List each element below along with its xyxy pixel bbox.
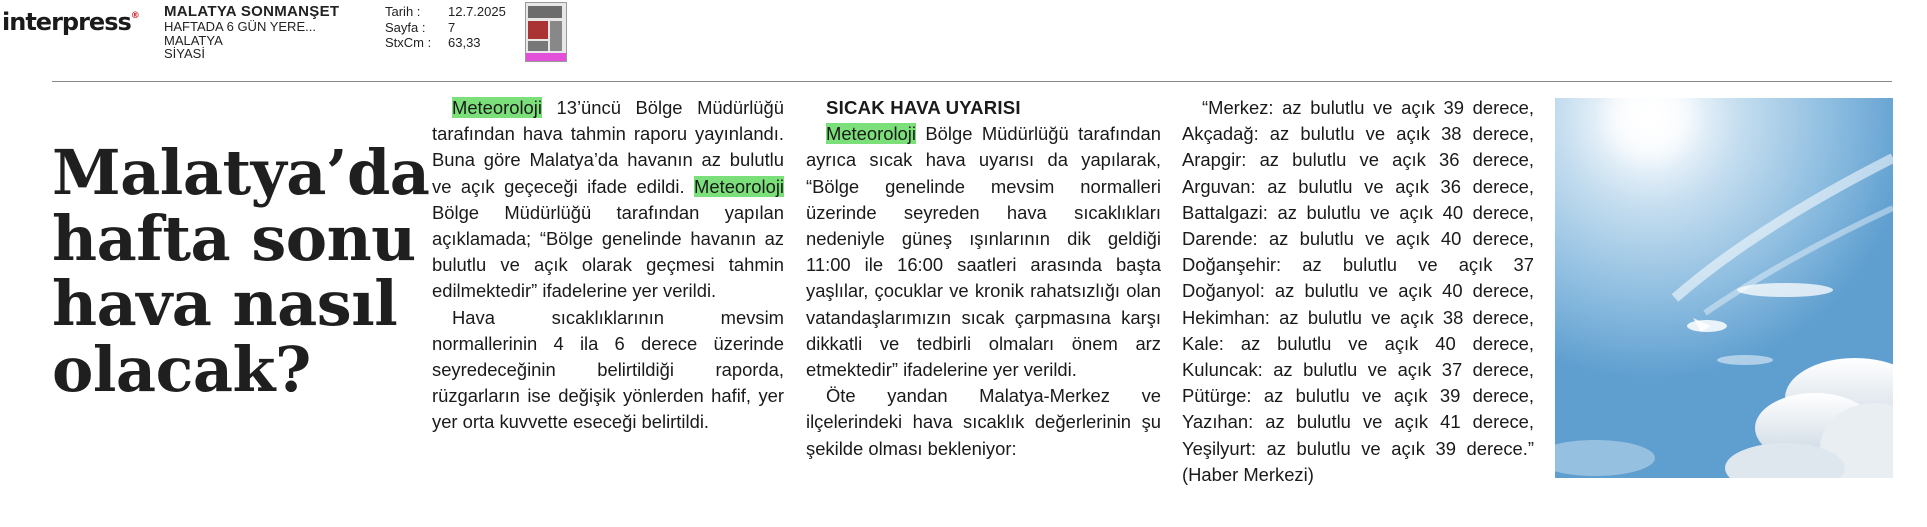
highlight-keyword: Meteoroloji — [694, 175, 784, 197]
sky-photo — [1555, 98, 1893, 478]
stxcm-row — [385, 35, 506, 51]
page-label: Sayfa : — [385, 19, 426, 35]
registered-mark-icon: ® — [130, 11, 139, 21]
col3-paragraph-1: “Merkez: az bulutlu ve açık 39 derece, Akçadağ: az bulutlu ve açık 38 derece, Arapgir: az bulutlu ve açık 36 derece, Arguvan: az bulutlu ve açık 36 derece, Battalgazi: az bulutlu ve açık 40 derece, Darende: az bulutlu ve açık 40 derece, Doğanşehir: az bulutlu ve açık 37 Doğanyol: az bulutlu ve açık 40 derece, Hekimhan: az bulutlu ve açık 38 derece, Kale: az bulutlu ve açık 40 derece, Kuluncak: az bulutlu ve açık 37 derece, Pütürge: az bulutlu ve açık 39 derece, Yazıhan: az bulutlu ve açık 41 derece, Yeşilyurt: az bulutlu ve açık 39 derece.” (Haber Merkezi) — [1182, 97, 1534, 485]
interpress-logo — [2, 8, 139, 36]
logo-text: interpress — [2, 8, 131, 36]
highlight-keyword: Meteoroloji — [452, 97, 542, 118]
subheading: SICAK HAVA UYARISI — [826, 97, 1021, 118]
page-value: 7 — [448, 19, 456, 35]
publication-info — [164, 4, 339, 61]
highlight-keyword: Meteoroloji — [826, 123, 916, 145]
publication-category: SİYASİ — [164, 46, 205, 61]
thumbnail-bar — [526, 53, 566, 61]
stxcm-value: 63,33 — [448, 35, 481, 50]
article-headline: Malatya’da hafta sonu hava nasıl olacak? — [52, 136, 430, 406]
page-thumbnail[interactable] — [525, 2, 567, 62]
article-column-3 — [1182, 95, 1534, 488]
header-divider — [52, 81, 1892, 82]
article-column-2 — [806, 95, 1161, 462]
publication-frequency: HAFTADA 6 GÜN YERE... — [164, 19, 316, 34]
page-row — [385, 20, 506, 36]
stxcm-label: StxCm : — [385, 35, 432, 50]
date-label: Tarih : — [385, 4, 421, 19]
clipping-meta — [385, 4, 506, 51]
date-row — [385, 4, 506, 20]
sun-sky-image — [1555, 98, 1893, 478]
publication-city: MALATYA — [164, 32, 223, 48]
col2-paragraph-2: Öte yandan Malatya-Merkez ve ilçelerindeki hava sıcaklık değerlerinin şu şekilde olması bekleniyor: — [806, 385, 1161, 459]
col2-paragraph-1: Meteoroloji Bölge Müdürlüğü tarafından ayrıca sıcak hava uyarısı da yapılarak, “Bölge genelinde mevsim normalleri üzerinde seyreden hava sıcaklıkları nedeniyle güneş ışınlarının dik geldiği 11:00 ile 16:00 saatleri arasında başta yaşlılar, çocuklar ve kronik rahatsızlığı olan vatandaşlarımızın sıcak çarpmasına karşı dikkatli ve tedbirli olmaları önem arz etmektedir” ifadelerine yer verildi. — [806, 123, 1161, 381]
article-column-1 — [432, 95, 784, 436]
date-value: 12.7.2025 — [448, 4, 506, 19]
col1-paragraph-2: Hava sıcaklıklarının mevsim normallerinin 4 ila 6 derece üzerinde seyredeceğinin belirtildiği raporda, rüzgarların ise değişik yönlerden hafif, yer yer orta kuvvette eseceği belirtildi. — [432, 306, 784, 433]
publication-name: MALATYA SONMANŞET — [164, 3, 340, 20]
col1-paragraph-1: Meteoroloji 13’üncü Bölge Müdürlüğü tarafından hava tahmin raporu yayınlandı. Buna göre Malatya’da havanın az bulutlu ve açık geçeceği ifade edildi. Meteoroloji Bölge Müdürlüğü tarafından yapılan açıklamada; “Bölge genelinde havanın az bulutlu ve açık olarak geçmesi tahmin edilmektedir” ifadelerine yer verildi. — [432, 97, 784, 302]
